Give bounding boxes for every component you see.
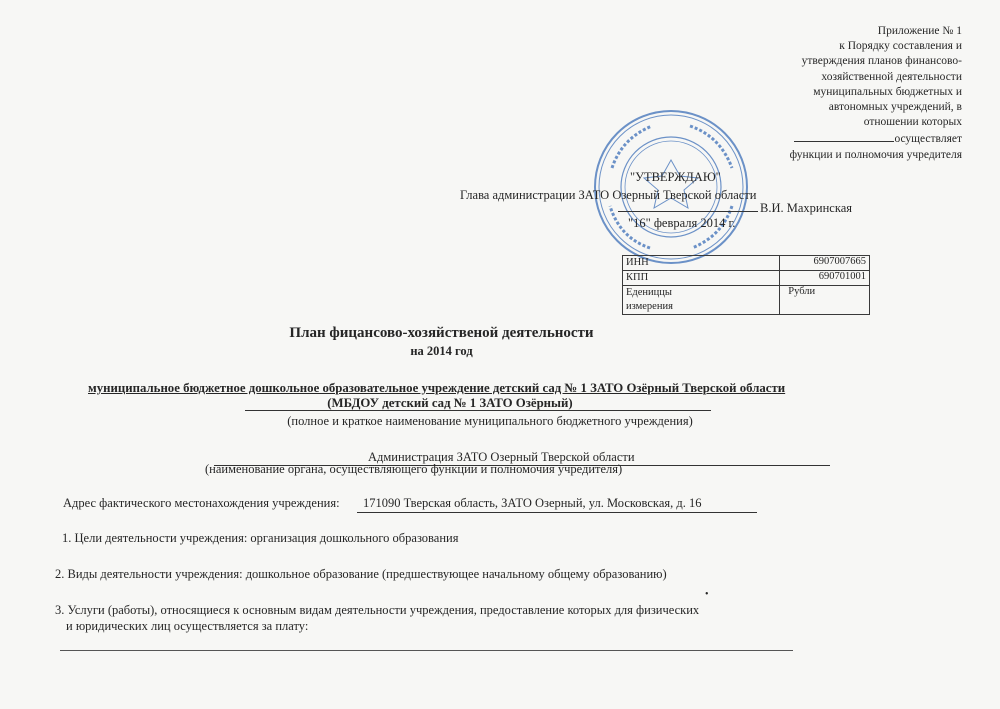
table-row [623,271,870,286]
code-value: 690701001 [780,271,870,286]
table-row [623,286,870,315]
fill-line [245,410,711,411]
founder-name: Администрация ЗАТО Озерный Тверской области [368,450,635,464]
appendix-line: утверждения планов финансово- [801,55,962,68]
appendix-line: муниципальных бюджетных и [813,85,962,98]
activities-item: 2. Виды деятельности учреждения: дошкольное образование (предшествующее начальному общему образованию) [55,567,667,581]
plan-title: План фицансово-хозяйственой деятельности [289,325,594,341]
appendix-line: отношении которых [863,116,962,129]
appendix-line: автономных учреждений, в [828,101,962,114]
approval-title: "УТВЕРЖДАЮ" [630,170,721,184]
address-value: 171090 Тверская область, ЗАТО Озерный, ул. Московская, д. 16 [363,496,702,510]
official-stamp-icon [592,108,750,266]
plan-year: на 2014 год [410,344,473,358]
services-item-continued: и юридических лиц осуществляется за плату: [66,619,309,633]
code-value: Рубли [780,286,870,315]
code-label: КПП [623,271,780,286]
appendix-line-blank [790,130,962,147]
founder-caption: (наименование органа, осуществляющего функции и полномочия учредителя) [205,462,623,476]
signature-line [618,211,758,212]
fill-line [357,512,757,513]
codes-table [622,255,870,315]
appendix-line: хозяйственной деятельности [821,70,962,83]
blank-underline [794,130,894,142]
appendix-reference [790,24,962,163]
code-label: ИНН [623,256,780,271]
services-item: 3. Услуги (работы), относящиеся к основным видам деятельности учреждения, предоставление которых для физических [55,603,700,617]
approval-date: "16" февраля 2014 г. [628,216,736,230]
address-label: Адрес фактического местонахождения учреждения: [63,496,340,510]
stray-mark: • [705,589,709,600]
table-row [623,256,870,271]
appendix-line: функции и полномочия учредителя [789,148,962,161]
appendix-line: Приложение № 1 [877,25,962,37]
institution-full-name: муниципальное бюджетное дошкольное образовательное учреждение детский сад № 1 ЗАТО Озёрный Тверской области [88,381,786,395]
goals-item: 1. Цели деятельности учреждения: организация дошкольного образования [62,531,459,545]
code-label: Едениццы измерения [623,286,780,315]
institution-short-name: (МБДОУ детский сад № 1 ЗАТО Озёрный) [327,396,573,410]
approval-official: Глава администрации ЗАТО Озерный Тверской области [460,188,757,202]
institution-caption: (полное и краткое наименование муниципального бюджетного учреждения) [287,414,693,428]
appendix-line: осуществляет [894,133,962,146]
appendix-line: к Порядку составления и [839,40,962,53]
code-value: 6907007665 [780,256,870,271]
approval-signatory-name: В.И. Махринская [760,201,853,215]
fill-line [60,650,793,651]
